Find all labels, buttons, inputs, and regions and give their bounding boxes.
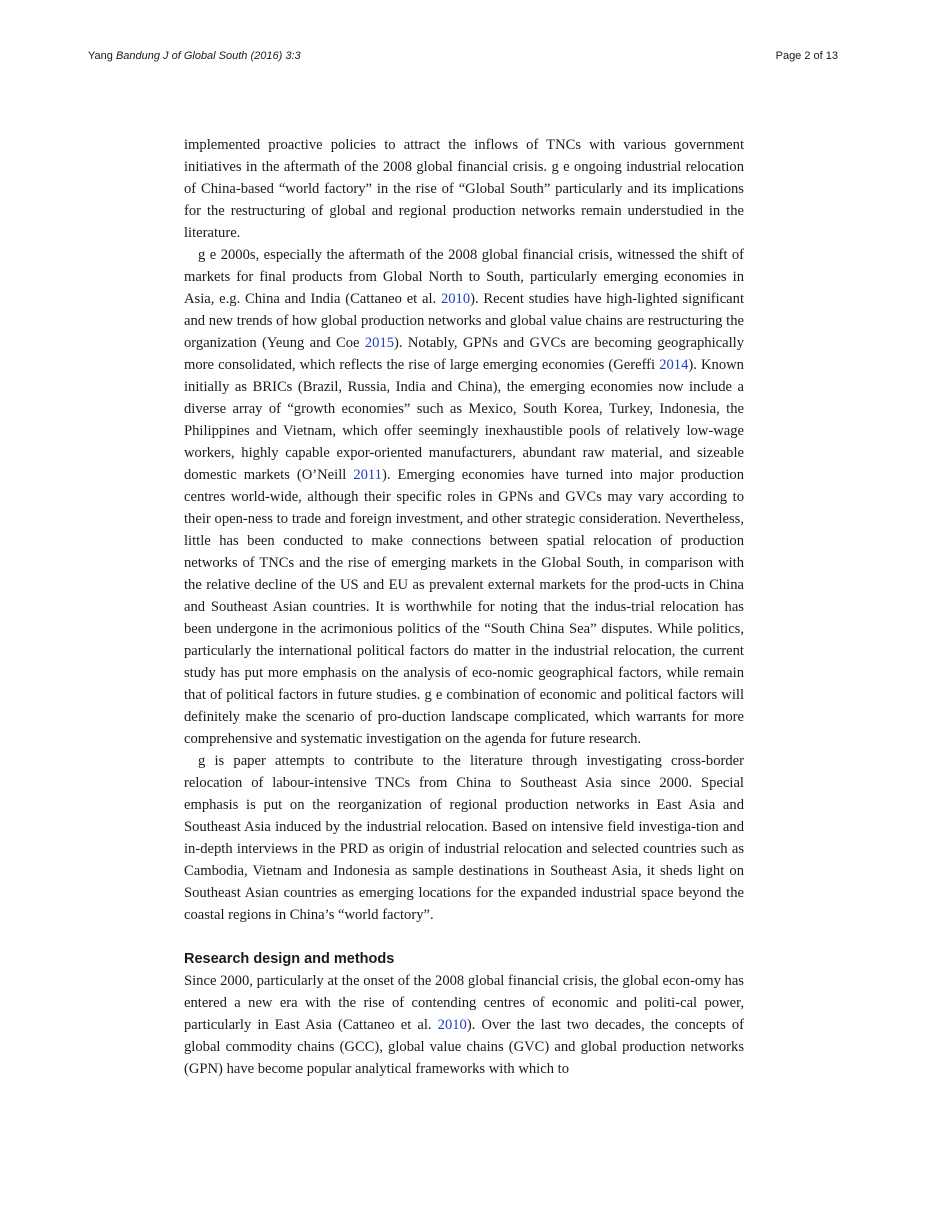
paragraph-2-text-5: ). Emerging economies have turned into major production centres world-wide, although their specific roles in GPNs and GVCs may vary according to their open-ness to trade and foreign investment, and other strategic consideration. Nevertheless, little has been conducted to make connections between spatial relocation of production networks of TNCs and the rise of emerging markets in the Global South, in comparison with the relative decline of the US and EU as prevalent external markets for the prod-ucts in China and Southeast Asian countries. It is worthwhile for noting that the indus-trial relocation has been undergone in the acrimonious politics of the “South China Sea” disputes. While politics, particularly the international political factors do matter in the industrial relocation, the current study has put more emphasis on the analysis of eco-nomic geographical factors, while remain that of political factors in future studies. g e combination of economic and political factors will definitely make the scenario of pro-duction landscape complicated, which warrants for more comprehensive and systematic investigation on the agenda for future research.: [184, 467, 744, 747]
paragraph-1-text: implemented proactive policies to attract the inflows of TNCs with various government initiatives in the aftermath of the 2008 global financial crisis. g e ongoing industrial relocation of China-based “world factory” in the rise of “Global South” particularly and its implications for the restructuring of global and regional production networks remain understudied in the literature.: [184, 137, 744, 241]
running-head-citation: [88, 50, 301, 62]
paragraph-2-text-1: g e 2000s, especially the aftermath of the 2008 global financial crisis, witnessed the shift of markets for final products from Global North to South, particularly emerging economies in Asia, e.g. China and India (Cattaneo et al.: [184, 247, 744, 307]
paragraph-4-text-2: ). Over the last two decades, the concepts of global commodity chains (GCC), global value chains (GVC) and global production networks (GPN) have become popular analytical frameworks with which to: [184, 1017, 744, 1077]
paragraph-4: [184, 970, 744, 1080]
citation-link-cattaneo-2010-b[interactable]: 2010: [437, 1017, 467, 1033]
citation-link-gereffi-2014[interactable]: 2014: [659, 357, 689, 373]
page-number: Page 2 of 13: [775, 50, 838, 62]
paragraph-4-text-1: Since 2000, particularly at the onset of the 2008 global financial crisis, the global econ-omy has entered a new era with the rise of contending centres of economic and politi-cal power, particularly in East Asia (Cattaneo et al.: [184, 973, 744, 1033]
running-head-year-volume: (2016) 3:3: [250, 50, 301, 62]
running-head: [88, 50, 838, 66]
paragraph-1: [184, 134, 744, 244]
paragraph-2-text-3: ). Notably, GPNs and GVCs are becoming geographically more consolidated, which reflects the rise of large emerging economies (Gereffi: [184, 335, 745, 373]
citation-link-yeung-coe-2015[interactable]: 2015: [364, 335, 395, 351]
citation-link-cattaneo-2010[interactable]: 2010: [440, 291, 471, 307]
paragraph-3-text: g is paper attempts to contribute to the literature through investigating cross-border relocation of labour-intensive TNCs from China to Southeast Asia since 2000. Special emphasis is put on the reorganization of regional production networks in East Asia and Southeast Asia induced by the industrial relocation. Based on intensive field investiga-tion and in-depth interviews in the PRD as origin of industrial relocation and selected countries such as Cambodia, Vietnam and Indonesia as sample destinations in Southeast Asia, it sheds light on Southeast Asian countries as emerging locations for the expanded industrial space beyond the coastal regions in China’s “world factory”.: [184, 753, 744, 923]
citation-link-oneill-2011[interactable]: 2011: [353, 467, 382, 483]
running-head-author: Yang: [88, 50, 113, 62]
running-head-journal: Bandung J of Global South: [115, 50, 248, 62]
paragraph-2-text-4: ). Known initially as BRICs (Brazil, Russia, India and China), the emerging economies now include a diverse array of “growth economies” such as Mexico, South Korea, Turkey, Indonesia, the Philippines and Vietnam, which offer seemingly inexhaustible pools of relatively low-wage workers, highly capable expor-oriented manufacturers, abundant raw material, and sizeable domestic markets (O’Neill: [184, 357, 744, 483]
paragraph-3: [184, 750, 744, 926]
paragraph-2-text-2: ). Recent studies have high-lighted significant and new trends of how global production networks and global value chains are restructuring the organization (Yeung and Coe: [184, 291, 745, 351]
paragraph-2: [184, 244, 744, 750]
body-text: [184, 134, 744, 1080]
section-heading: Research design and methods: [184, 951, 395, 967]
